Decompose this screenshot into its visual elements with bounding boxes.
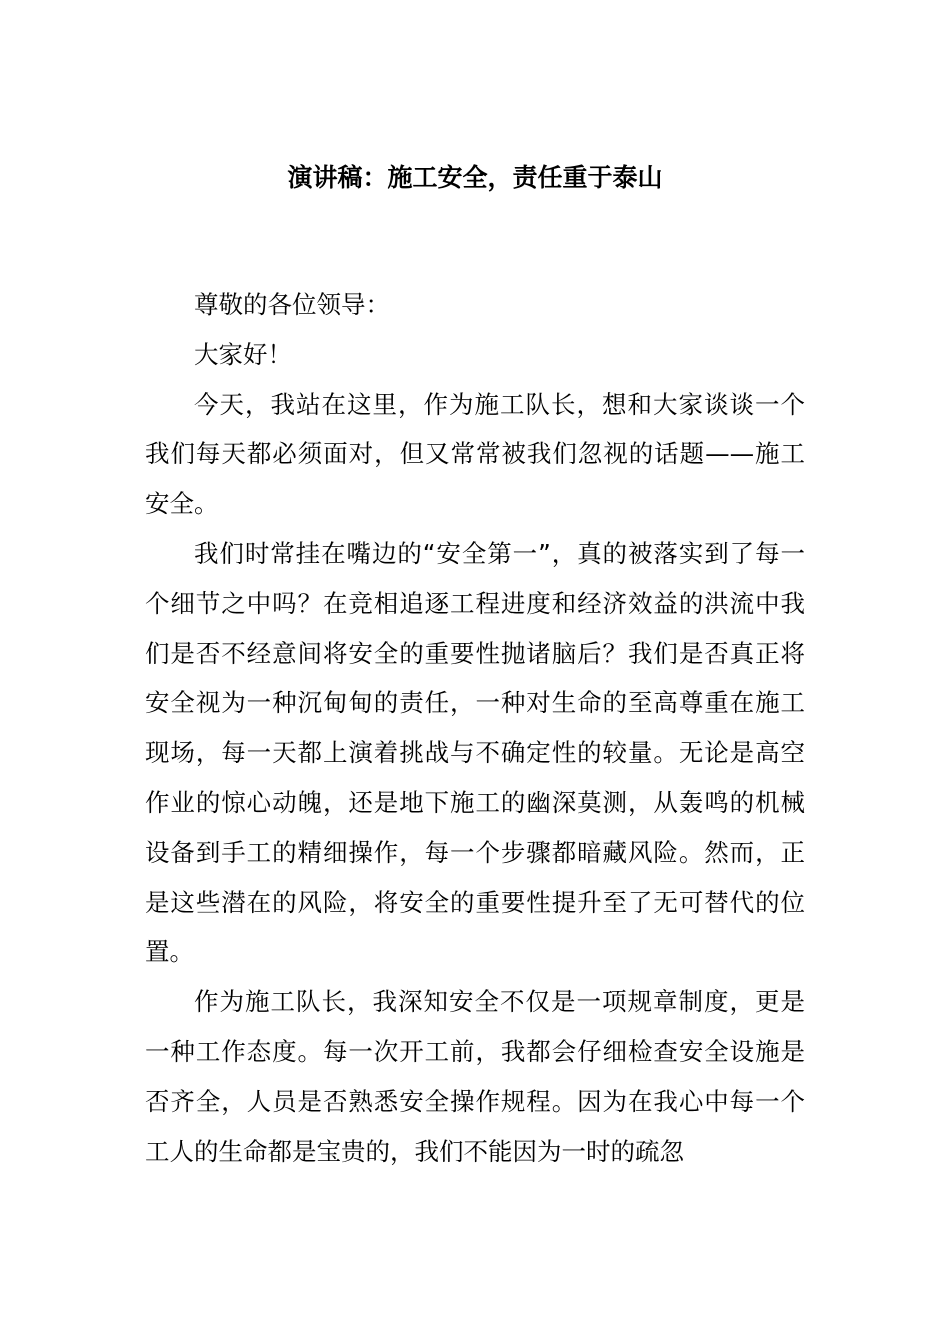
- paragraph-2: 我们时常挂在嘴边的“安全第一”，真的被落实到了每一个细节之中吗？在竞相追逐工程进度和经济效益的洪流中我们是否不经意间将安全的重要性抛诸脑后？我们是否真正将安全视为一种沉甸甸的责任，一种对生命的至高尊重在施工现场，每一天都上演着挑战与不确定性的较量。无论是高空作业的惊心动魄，还是地下施工的幽深莫测，从轰鸣的机械设备到手工的精细操作，每一个步骤都暗藏风险。然而，正是这些潜在的风险，将安全的重要性提升至了无可替代的位置。: [145, 538, 805, 967]
- document-body: [145, 280, 805, 1176]
- paragraph-3: 作为施工队长，我深知安全不仅是一项规章制度，更是一种工作态度。每一次开工前，我都会仔细检查安全设施是否齐全，人员是否熟悉安全操作规程。因为在我心中每一个工人的生命都是宝贵的，我们不能因为一时的疏忽: [145, 987, 805, 1166]
- salutation: 尊敬的各位领导：: [194, 290, 390, 319]
- paragraph-1: 今天，我站在这里，作为施工队长，想和大家谈谈一个我们每天都必须面对，但又常常被我们忽视的话题——施工安全。: [145, 389, 805, 519]
- document-title: 演讲稿：施工安全，责任重于泰山: [287, 163, 663, 192]
- greeting: 大家好！: [194, 339, 292, 369]
